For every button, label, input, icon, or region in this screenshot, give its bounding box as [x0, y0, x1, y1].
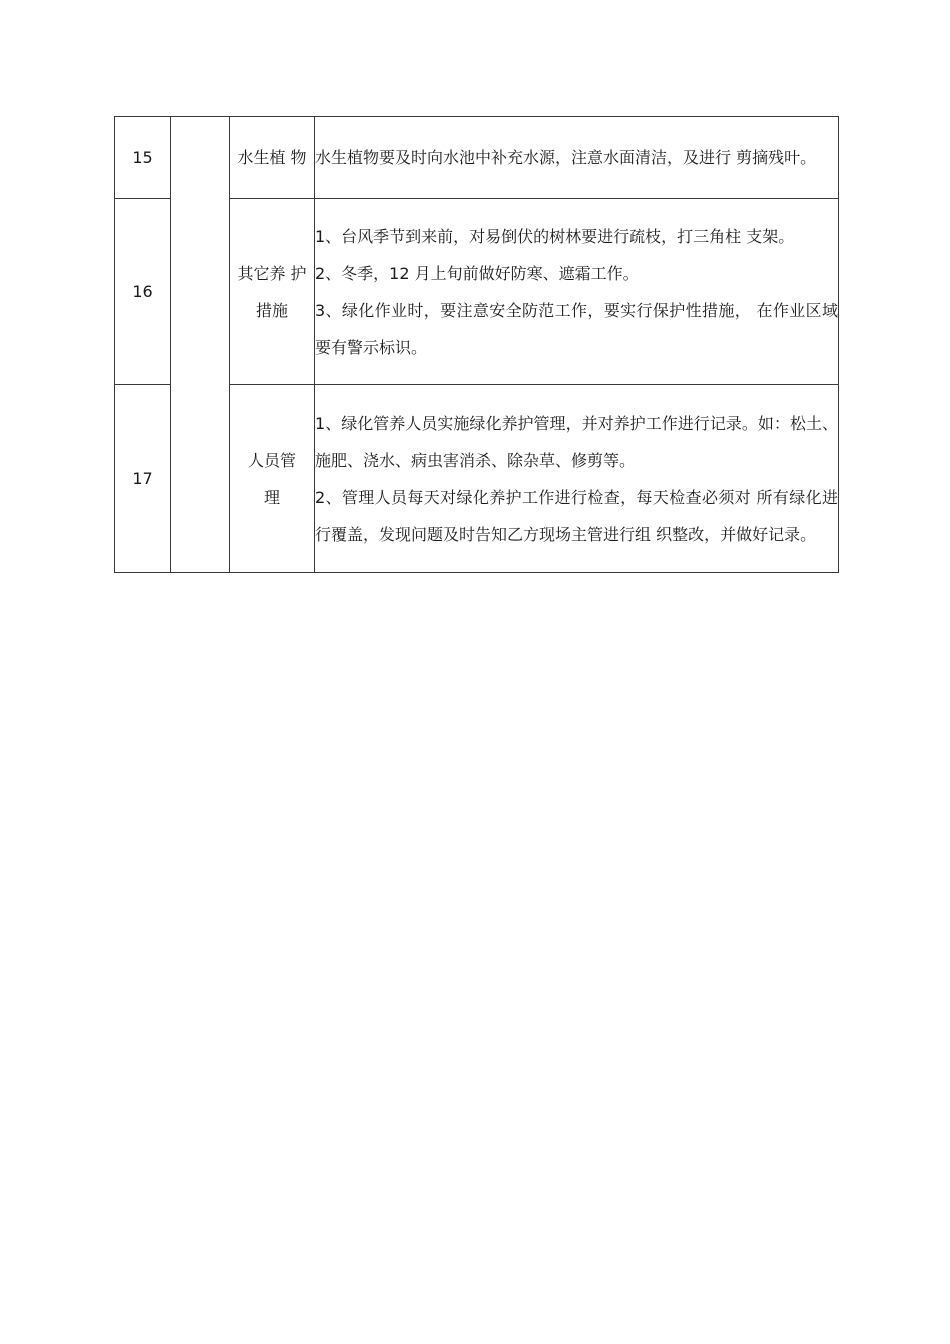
description-paragraph: 2、管理人员每天对绿化养护工作进行检查，每天检查必须对 所有绿化进行覆盖，发现问题及时告知乙方现场主管进行组 织整改，并做好记录。: [315, 487, 838, 544]
item-description: [315, 385, 839, 573]
row-number: 16: [115, 199, 171, 385]
item-name-line: 其它养 护: [237, 263, 307, 283]
table-row: [115, 117, 839, 199]
item-name-line: 措施: [255, 300, 288, 320]
description-paragraph: 水生植物要及时向水池中补充水源，注意水面清洁，及进行 剪摘残叶。: [315, 147, 817, 167]
category-cell: [171, 117, 230, 573]
row-number: 17: [115, 385, 171, 573]
description-paragraph: 1、绿化管养人员实施绿化养护管理，并对养护工作进行记录。如：松土、施肥、浇水、病虫害消杀、除杂草、修剪等。: [315, 413, 838, 470]
item-description: [315, 199, 839, 385]
item-name-line: 水生植 物: [237, 148, 307, 167]
maintenance-table: [114, 116, 839, 573]
description-paragraph: 1、台风季节到来前，对易倒伏的树林要进行疏枝，打三角柱 支架。: [315, 226, 795, 246]
item-name: [230, 117, 315, 199]
item-name: [230, 199, 315, 385]
item-name-line: 人员管: [247, 450, 296, 470]
item-name-line: 理: [263, 487, 280, 507]
item-name: [230, 385, 315, 573]
row-number: 15: [115, 117, 171, 199]
item-description: [315, 117, 839, 199]
description-paragraph: 3、绿化作业时，要注意安全防范工作，要实行保护性措施， 在作业区域要有警示标识。: [315, 300, 838, 357]
description-paragraph: 2、冬季，12 月上旬前做好防寒、遮霜工作。: [315, 263, 639, 283]
